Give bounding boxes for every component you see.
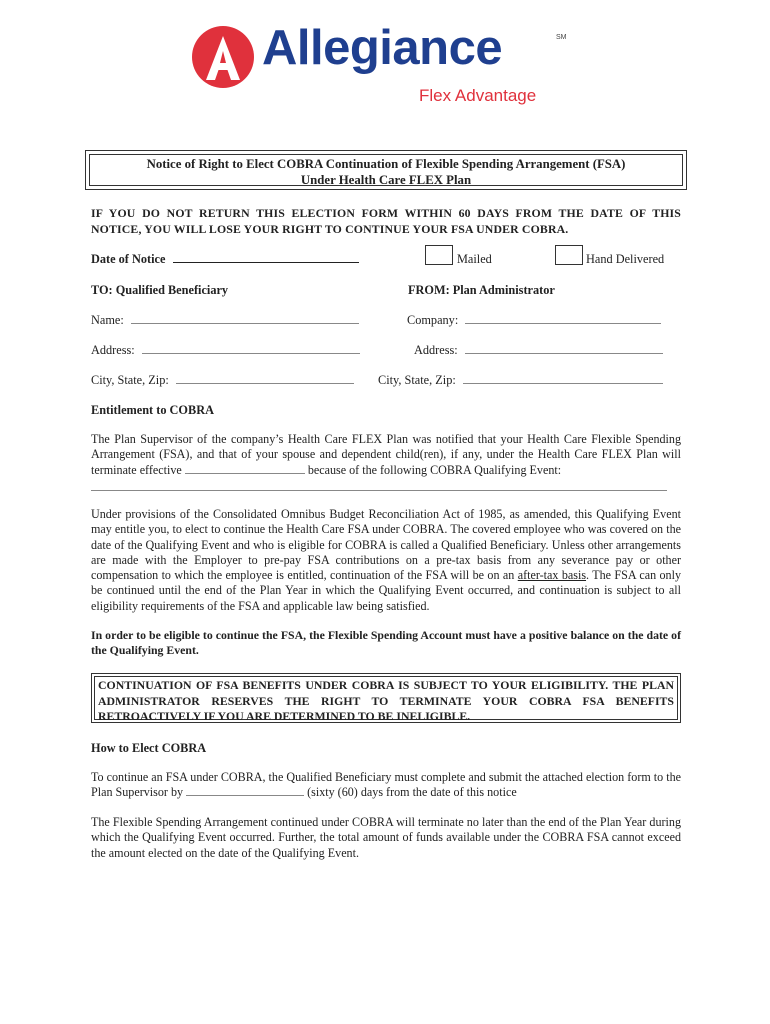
positive-balance-paragraph: In order to be eligible to continue the FSA, the Flexible Spending Account must have a positive balance on the date of the Qualifying Event. xyxy=(91,628,681,658)
title-box xyxy=(85,150,687,190)
title-inner xyxy=(89,154,683,186)
company-field[interactable] xyxy=(465,313,661,324)
entitlement-text-a: The Plan Supervisor of the company’s Health Care FLEX Plan was notified that your Health Care Flexible Spending Arrangement (FSA), and that of your spouse and dependent child(ren), if any, under the Health Care FLEX Plan will terminate effective xyxy=(91,432,681,477)
eligibility-notice-box xyxy=(91,673,681,723)
title-line-2: Under Health Care FLEX Plan xyxy=(300,173,472,187)
service-mark: SM xyxy=(556,34,567,41)
city-left-field[interactable] xyxy=(176,373,354,384)
city-left-row xyxy=(91,373,354,388)
how-to-elect-text-b: (sixty (60) days from the date of this notice xyxy=(307,785,517,800)
address-right-field[interactable] xyxy=(465,343,663,354)
submit-by-field[interactable] xyxy=(186,785,304,796)
entitlement-text-b: because of the following COBRA Qualifying Event: xyxy=(307,462,562,477)
provisions-paragraph xyxy=(91,507,681,614)
mailed-checkbox[interactable] xyxy=(425,245,453,265)
hand-delivered-checkbox[interactable] xyxy=(555,245,583,265)
name-row xyxy=(91,313,359,328)
allegiance-logo xyxy=(190,22,590,112)
logo-brand-name: Allegiance xyxy=(262,21,503,75)
to-label: TO: Qualified Beneficiary xyxy=(91,283,229,297)
address-left-label: Address: xyxy=(91,343,135,357)
date-of-notice-label: Date of Notice xyxy=(91,252,166,266)
return-warning: IF YOU DO NOT RETURN THIS ELECTION FORM WITHIN 60 DAYS FROM THE DATE OF THIS NOTICE, YOU WILL LOSE YOUR RIGHT TO CONTINUE YOUR FSA UNDER COBRA. xyxy=(91,206,681,236)
address-left-field[interactable] xyxy=(142,343,360,354)
date-of-notice-field[interactable] xyxy=(173,262,359,263)
terminate-effective-field[interactable] xyxy=(185,463,305,474)
termination-paragraph: The Flexible Spending Arrangement continued under COBRA will terminate no later than the end of the Plan Year during which the Qualifying Event occurred. Further, the total amount of funds available under the COBRA FSA cannot exceed the amount elected on the date of the Qualifying Event. xyxy=(91,815,681,860)
address-right-label: Address: xyxy=(414,343,458,357)
name-label: Name: xyxy=(91,313,124,327)
qualifying-event-field[interactable] xyxy=(91,490,667,491)
allegiance-a-mark-icon xyxy=(190,24,256,90)
city-left-label: City, State, Zip: xyxy=(91,373,169,387)
city-right-row xyxy=(378,373,663,388)
how-to-elect-text-a: To continue an FSA under COBRA, the Qualified Beneficiary must complete and submit the attached election form to the Plan Supervisor by xyxy=(91,770,681,800)
name-field[interactable] xyxy=(131,313,359,324)
entitlement-heading: Entitlement to COBRA xyxy=(91,403,214,417)
mailed-label: Mailed xyxy=(457,252,492,266)
date-of-notice-row xyxy=(91,252,359,267)
address-left-row xyxy=(91,343,360,358)
city-right-field[interactable] xyxy=(463,373,663,384)
title-line-1: Notice of Right to Elect COBRA Continuation of Flexible Spending Arrangement (FSA) xyxy=(146,157,626,171)
logo-subbrand: Flex Advantage xyxy=(419,86,537,105)
entitlement-paragraph xyxy=(91,432,681,478)
how-to-elect-paragraph xyxy=(91,770,681,801)
eligibility-notice-text: CONTINUATION OF FSA BENEFITS UNDER COBRA IS SUBJECT TO YOUR ELIGIBILITY. THE PLAN ADMINISTRATOR RESERVES THE RIGHT TO TERMINATE YOUR COBRA FSA BENEFITS RETROACTIVELY IF YOU ARE DETERMINED TO BE INELIGIBLE. xyxy=(94,676,678,720)
how-to-elect-heading: How to Elect COBRA xyxy=(91,741,207,755)
address-right-row xyxy=(414,343,663,358)
provisions-text-a: Under provisions of the Consolidated Omnibus Budget Reconciliation Act of 1985, as amended, this Qualifying Event may entitle you, to elect to continue the Health Care FSA under COBRA. The covered employee who was covered on the date of the Qualifying Event and who is eligible for COBRA is called a Qualified Beneficiary. Unless other arrangements are made with the Employer to pre-pay FSA contributions on a pre-tax basis from any severance pay or other compensation to which the employee is entitled, continuation of the FSA will be on an xyxy=(91,507,681,583)
from-label: FROM: Plan Administrator xyxy=(408,283,555,297)
company-label: Company: xyxy=(407,313,459,327)
after-tax-basis-text: after-tax basis xyxy=(517,568,587,583)
hand-delivered-label: Hand Delivered xyxy=(586,252,665,266)
provisions-text-b: . The FSA can only be continued until the end of the Plan Year in which the Qualifying Event occurred, and continuation is subject to all eligibility requirements of the FSA and applicable law being satisfied. xyxy=(91,568,682,613)
city-right-label: City, State, Zip: xyxy=(378,373,456,387)
company-row xyxy=(407,313,661,328)
